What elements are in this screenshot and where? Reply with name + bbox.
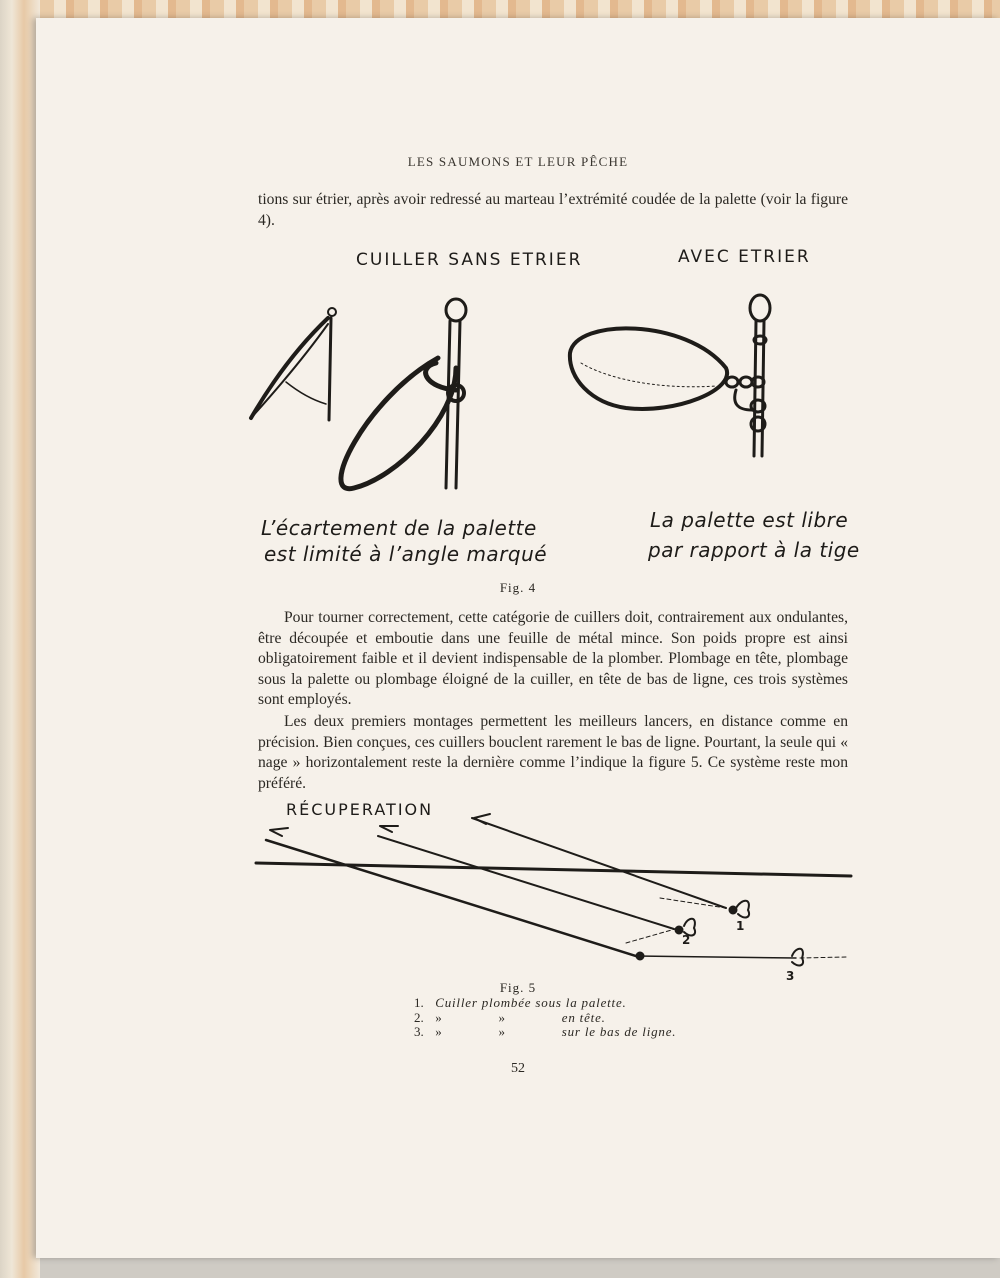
book-page-edges — [0, 0, 40, 1278]
page-number: 52 — [511, 1061, 525, 1076]
running-head: LES SAUMONS ET LEUR PÊCHE — [407, 154, 629, 169]
fig5-caption: Fig. 5 — [499, 980, 537, 995]
paragraph-1: Pour tourner correctement, cette catégorie de cuillers doit, contrairement aux ondulantes, être découpée et emboutie dans une feuille de métal mince. Son poids propre est ainsi obligatoirement faible et il devient indispensable de la plomber. Plombage en tête, plombage sous la palette ou plombage éloigné de la cuiller, en tête de bas de ligne, ces trois systèmes sont employés. — [258, 609, 848, 708]
fig4-note-right-line1: La palette est libre — [650, 508, 849, 532]
paragraph-2: Les deux premiers montages permettent les meilleurs lancers, en distance comme en précision. Bien conçues, ces cuillers bouclent rarement le bas de ligne. Pourtant, la seule qui « nage » horizontalement reste la dernière comme l’indique la figure 5. Ce système reste mon préféré. — [258, 713, 848, 792]
legend-item-1: 1. Cuiller plombée sous la palette. — [414, 995, 627, 1010]
fig5-marker-2: 2 — [682, 933, 691, 947]
fig5-diagram — [256, 814, 851, 965]
legend-item-2: 2. » » en tête. — [414, 1009, 606, 1025]
fig4-note-right-line2: par rapport à la tige — [648, 538, 860, 562]
fig5-marker-1: 1 — [736, 919, 745, 933]
book-page — [36, 18, 1000, 1258]
fig4-note-left-line2: est limité à l’angle marqué — [264, 542, 548, 566]
fig4-note-left-line1: L’écartement de la palette — [261, 516, 537, 540]
fig4-title-left: CUILLER SANS ETRIER — [356, 250, 583, 270]
legend-item-3: 3. » » sur le bas de ligne. — [414, 1024, 677, 1039]
intro-paragraph: tions sur étrier, après avoir redressé au marteau l’extrémité coudée de la palette (voir la figure 4). — [258, 191, 848, 229]
fig4-title-right: AVEC ETRIER — [678, 247, 811, 267]
fig5-legend — [414, 996, 676, 1040]
fig5-marker-3: 3 — [786, 969, 795, 983]
fig4-spoon-without-stirrup — [341, 299, 466, 489]
fig4-spoon-with-stirrup — [570, 295, 770, 456]
fig4-angle-diagram — [251, 308, 336, 420]
fig5-label-recuperation: RÉCUPERATION — [286, 800, 434, 819]
fig4-caption: Fig. 4 — [499, 580, 537, 595]
